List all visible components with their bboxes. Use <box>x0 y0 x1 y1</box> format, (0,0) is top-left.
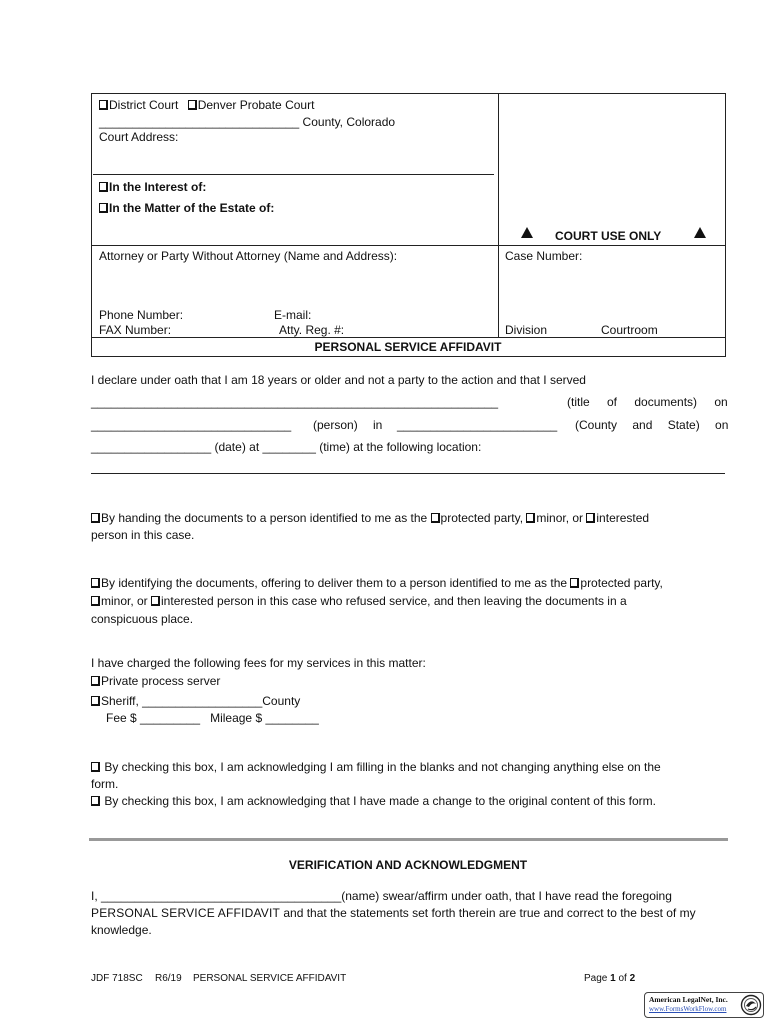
verification-line-2 <box>91 906 696 920</box>
minor-checkbox-2[interactable] <box>91 596 100 606</box>
option-handing-text: By handing the documents to a person identified to me as the <box>101 511 431 525</box>
matter-estate-row <box>99 201 274 215</box>
matter-estate-checkbox[interactable] <box>99 203 108 213</box>
interested-checkbox[interactable] <box>586 513 595 523</box>
interest-of-checkbox[interactable] <box>99 182 108 192</box>
footer-form-id: JDF 718SC <box>91 973 143 984</box>
county-line[interactable]: ______________________________ County, Colorado <box>99 115 396 129</box>
district-court-checkbox[interactable] <box>99 100 108 110</box>
division-label: Division <box>505 323 548 337</box>
county-state-label: (County and State) on <box>575 418 729 432</box>
option-handing <box>91 510 725 544</box>
interest-of-row <box>99 180 206 194</box>
declaration-line-1: I declare under oath that I am 18 years or older and not a party to the action and that I served <box>91 373 586 387</box>
caption-left-border <box>91 93 92 356</box>
denver-probate-checkbox[interactable] <box>188 100 197 110</box>
protected-party-checkbox[interactable] <box>431 513 440 523</box>
courtroom-label: Courtroom <box>601 323 658 337</box>
page-of-label: of <box>615 973 630 984</box>
ack-fill-blanks <box>91 759 725 793</box>
court-type-row <box>99 98 314 112</box>
ack-changed <box>91 794 656 808</box>
person-label: (person) <box>313 418 358 432</box>
option-identifying <box>91 574 725 628</box>
minor-checkbox[interactable] <box>526 513 535 523</box>
documents-blank[interactable]: _____________________________________________________________ <box>91 395 499 409</box>
affidavit-name-text: PERSONAL SERVICE AFFIDAVIT <box>91 906 281 920</box>
option-identifying-text: By identifying the documents, offering to deliver them to a person identified to me as the <box>101 576 571 590</box>
court-use-only-label: COURT USE ONLY <box>555 229 662 243</box>
page-total: 2 <box>629 973 636 984</box>
matter-estate-label: In the Matter of the Estate of: <box>109 201 275 215</box>
sheriff-row <box>91 694 300 708</box>
caption-divider <box>498 93 499 337</box>
attorney-label: Attorney or Party Without Attorney (Name and Address): <box>99 249 398 263</box>
conspicuous-place-text: conspicuous place. <box>91 612 194 626</box>
private-server-label: Private process server <box>101 674 221 688</box>
identifying-checkbox[interactable] <box>91 578 100 588</box>
verification-line-2-text: and that the statements set forth therein are true and correct to the best of my <box>280 906 696 920</box>
person-blank[interactable]: ______________________________ <box>91 418 292 432</box>
triangle-up-icon <box>521 227 533 238</box>
option-handing-text-end: person in this case. <box>91 528 195 542</box>
ack-changed-text: By checking this box, I am acknowledging that I have made a change to the original content of this form. <box>101 794 656 808</box>
protected-party-label-2: protected party, <box>580 576 663 590</box>
case-number-label: Case Number: <box>505 249 583 263</box>
interest-of-label: In the Interest of: <box>109 180 207 194</box>
logo-website[interactable]: www.FormsWorkFlow.com <box>649 1005 727 1013</box>
title-of-documents-label: (title of documents) on <box>567 395 728 409</box>
phone-label: Phone Number: <box>99 308 184 322</box>
county-state-blank[interactable]: ________________________ <box>397 418 558 432</box>
caption-top-border <box>91 93 725 94</box>
location-blank-line[interactable] <box>91 473 725 474</box>
district-court-label: District Court <box>109 98 179 112</box>
private-server-row <box>91 674 220 688</box>
section-divider <box>89 838 728 841</box>
minor-label-2: minor, or <box>101 594 152 608</box>
ack-changed-checkbox[interactable] <box>91 796 100 806</box>
date-time-line[interactable]: __________________ (date) at ________ (time) at the following location: <box>91 440 482 454</box>
protected-party-label: protected party, <box>440 511 527 525</box>
refused-service-text: interested person in this case who refused service, and then leaving the documents in a <box>161 594 627 608</box>
page-label: Page <box>584 973 611 984</box>
logo-emblem-icon <box>740 994 762 1016</box>
sheriff-checkbox[interactable] <box>91 696 100 706</box>
interested-label: interested <box>596 511 650 525</box>
in-label: in <box>373 418 383 432</box>
triangle-up-icon <box>694 227 706 238</box>
court-address-label: Court Address: <box>99 130 179 144</box>
fax-label: FAX Number: <box>99 323 172 337</box>
logo-company-name: American LegalNet, Inc. <box>649 995 728 1004</box>
caption-right-border <box>725 93 726 356</box>
private-server-checkbox[interactable] <box>91 676 100 686</box>
fees-intro: I have charged the following fees for my services in this matter: <box>91 656 426 670</box>
ack-fill-blanks-text: By checking this box, I am acknowledging I am filling in the blanks and not changing anything else on the <box>101 760 661 774</box>
court-address-rule <box>93 174 494 175</box>
email-label: E-mail: <box>274 308 312 322</box>
attorney-row-rule <box>91 245 725 246</box>
footer-page-number <box>584 973 635 984</box>
denver-probate-label: Denver Probate Court <box>197 98 315 112</box>
minor-label: minor, or <box>536 511 587 525</box>
american-legalnet-logo <box>644 992 764 1018</box>
footer-form-name: PERSONAL SERVICE AFFIDAVIT <box>193 973 347 984</box>
fee-mileage-line[interactable]: Fee $ _________ Mileage $ ________ <box>106 711 319 725</box>
caption-bottom-border <box>91 356 726 357</box>
declaration-line-2-text <box>567 395 728 409</box>
title-row-rule <box>91 337 725 338</box>
handing-checkbox[interactable] <box>91 513 100 523</box>
footer-revision: R6/19 <box>155 973 182 984</box>
protected-party-checkbox-2[interactable] <box>570 578 579 588</box>
ack-fill-blanks-text-end: form. <box>91 777 119 791</box>
page-current: 1 <box>610 973 616 984</box>
verification-line-3: knowledge. <box>91 923 152 937</box>
verification-line-1[interactable]: I, ____________________________________(name) swear/affirm under oath, that I have read the foregoing <box>91 889 672 903</box>
interested-checkbox-2[interactable] <box>151 596 160 606</box>
ack-fill-blanks-checkbox[interactable] <box>91 762 100 772</box>
sheriff-label[interactable]: Sheriff, __________________County <box>101 694 301 708</box>
form-title: PERSONAL SERVICE AFFIDAVIT <box>314 340 502 354</box>
atty-reg-label: Atty. Reg. #: <box>279 323 345 337</box>
verification-title: VERIFICATION AND ACKNOWLEDGMENT <box>288 858 528 872</box>
